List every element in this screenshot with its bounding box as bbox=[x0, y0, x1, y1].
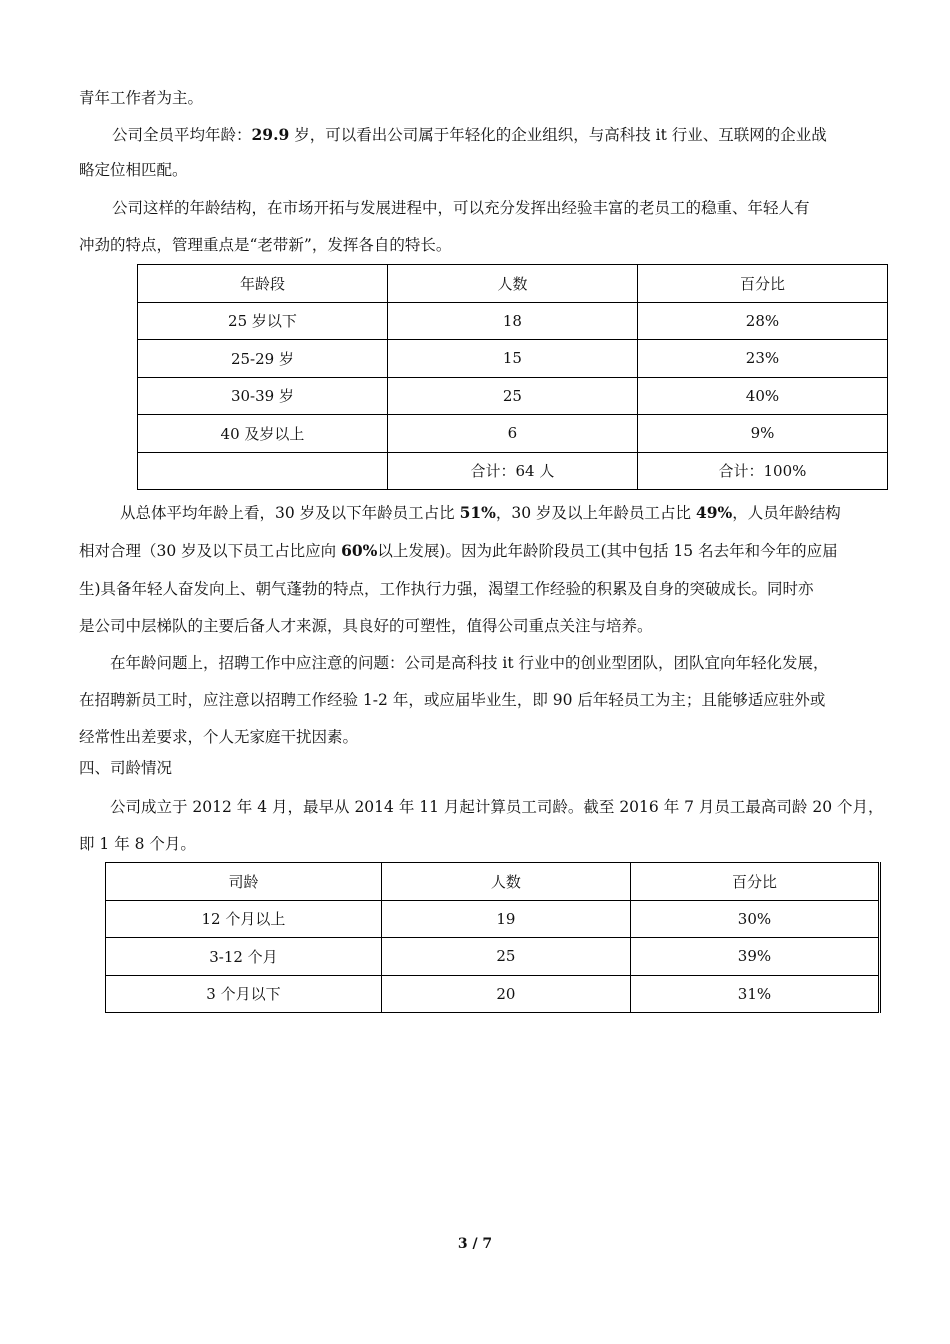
table-cell: 30% bbox=[630, 900, 879, 938]
section-heading: 四、司龄情况 bbox=[79, 759, 173, 777]
text-run: ，人员年龄结构 bbox=[732, 504, 841, 522]
table-cell: 23% bbox=[637, 340, 887, 378]
target-ratio: 60% bbox=[341, 541, 378, 560]
paragraph-line: 经常性出差要求，个人无家庭干扰因素。 bbox=[79, 728, 359, 746]
paragraph-line: 公司成立于 2012 年 4 月，最早从 2014 年 11 月起计算员工司龄。截至 2016 年 7 月员工最高司龄 20 个月， bbox=[110, 798, 884, 816]
table-cell: 39% bbox=[630, 938, 879, 976]
table-row bbox=[138, 340, 888, 378]
header-cell: 人数 bbox=[387, 265, 637, 303]
table-row bbox=[106, 975, 880, 1013]
paragraph-line: 青年工作者为主。 bbox=[79, 89, 204, 107]
table-row bbox=[138, 302, 888, 340]
table-cell: 12 个月以上 bbox=[106, 900, 382, 938]
table-row bbox=[138, 415, 888, 453]
paragraph-line: 在招聘新员工时，应注意以招聘工作经验 1-2 年，或应届毕业生，即 90 后年轻员工为主；且能够适应驻外或 bbox=[79, 691, 826, 709]
table-row bbox=[138, 377, 888, 415]
total-percent-cell: 合计：100% bbox=[637, 452, 887, 490]
page-number: 3 / 7 bbox=[457, 1236, 493, 1252]
table-cell: 15 bbox=[387, 340, 637, 378]
text-run: ，30 岁及以上年龄员工占比 bbox=[495, 504, 696, 522]
table-cell: 25 岁以下 bbox=[138, 302, 388, 340]
table-cell: 18 bbox=[387, 302, 637, 340]
header-cell: 人数 bbox=[381, 863, 630, 901]
average-age-value: 29.9 bbox=[251, 125, 290, 144]
paragraph-line: 即 1 年 8 个月。 bbox=[79, 835, 196, 853]
text-run: 相对合理（30 岁及以下员工占比应向 bbox=[79, 542, 342, 560]
age-distribution-table bbox=[137, 264, 888, 490]
table-cell: 40 及岁以上 bbox=[138, 415, 388, 453]
table-total-row bbox=[138, 452, 888, 490]
table-cell: 25-29 岁 bbox=[138, 340, 388, 378]
table-header-row bbox=[106, 863, 880, 901]
paragraph-line: 生)具备年轻人奋发向上、朝气蓬勃的特点，工作执行力强，渴望工作经验的积累及自身的突破成长。同时亦 bbox=[79, 580, 814, 598]
header-cell: 百分比 bbox=[630, 863, 879, 901]
paragraph-line: 公司这样的年龄结构，在市场开拓与发展进程中，可以充分发挥出经验丰富的老员工的稳重、年轻人有 bbox=[112, 199, 810, 217]
table-cell: 31% bbox=[630, 975, 879, 1013]
table-cell: 28% bbox=[637, 302, 887, 340]
table-cell bbox=[138, 452, 388, 490]
table-row bbox=[106, 900, 880, 938]
paragraph-line: 冲劲的特点，管理重点是“老带新”，发挥各自的特长。 bbox=[79, 236, 452, 254]
table-cell: 30-39 岁 bbox=[138, 377, 388, 415]
table-cell: 3 个月以下 bbox=[106, 975, 382, 1013]
text-run: 从总体平均年龄上看，30 岁及以下年龄员工占比 bbox=[120, 504, 460, 522]
table-cell: 40% bbox=[637, 377, 887, 415]
paragraph-age-ratio bbox=[120, 503, 841, 523]
table-cell: 20 bbox=[381, 975, 630, 1013]
paragraph-line: 略定位相匹配。 bbox=[79, 161, 188, 179]
paragraph-line bbox=[79, 541, 838, 561]
paragraph-line: 是公司中层梯队的主要后备人才来源，具良好的可塑性，值得公司重点关注与培养。 bbox=[79, 617, 653, 635]
header-cell: 年龄段 bbox=[138, 265, 388, 303]
table-cell: 3-12 个月 bbox=[106, 938, 382, 976]
table-cell: 25 bbox=[381, 938, 630, 976]
total-count-cell: 合计：64 人 bbox=[387, 452, 637, 490]
table-cell: 9% bbox=[637, 415, 887, 453]
ratio-over-30: 49% bbox=[695, 503, 733, 522]
table-header-row bbox=[138, 265, 888, 303]
paragraph-average-age bbox=[112, 125, 827, 145]
table-cell: 6 bbox=[387, 415, 637, 453]
text-run: 岁，可以看出公司属于年轻化的企业组织，与高科技 it 行业、互联网的企业战 bbox=[289, 126, 827, 144]
table-cell: 25 bbox=[387, 377, 637, 415]
header-cell: 司龄 bbox=[106, 863, 382, 901]
header-cell: 百分比 bbox=[637, 265, 887, 303]
text-run: 以上发展)。因为此年龄阶段员工(其中包括 15 名去年和今年的应届 bbox=[377, 542, 838, 560]
table-row bbox=[106, 938, 880, 976]
paragraph-line: 在年龄问题上，招聘工作中应注意的问题：公司是高科技 it 行业中的创业型团队，团队宜向年轻化发展， bbox=[110, 654, 829, 672]
ratio-under-30: 51% bbox=[459, 503, 496, 522]
text-run: 公司全员平均年龄： bbox=[112, 126, 252, 144]
tenure-distribution-table bbox=[105, 862, 881, 1013]
table-cell: 19 bbox=[381, 900, 630, 938]
